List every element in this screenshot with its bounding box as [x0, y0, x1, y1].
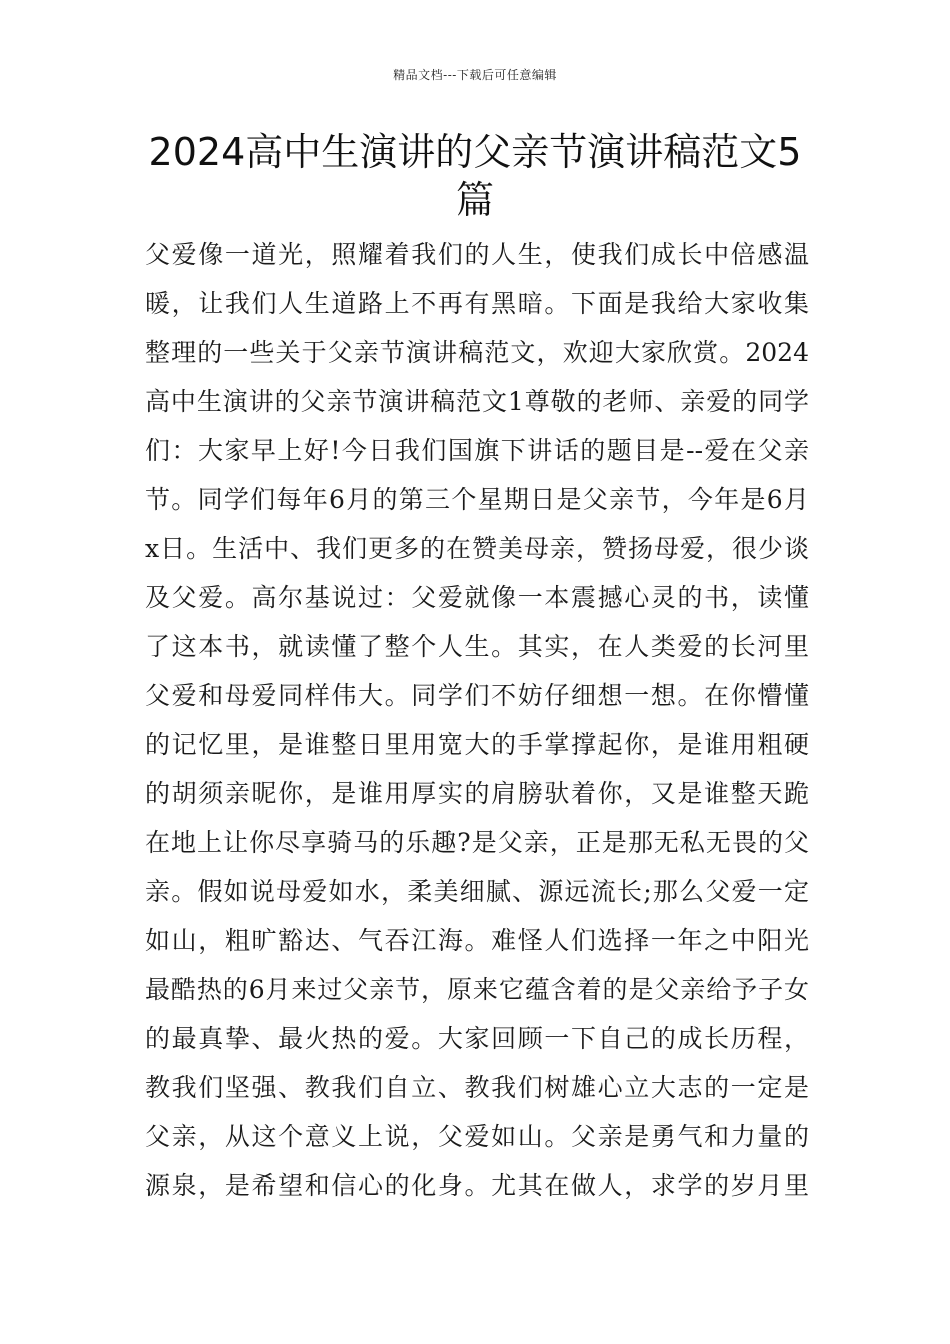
text-line: 最酷热的6月来过父亲节，原来它蕴含着的是父亲给予子女	[145, 975, 809, 1004]
text-line: 如山，粗旷豁达、气吞江海。难怪人们选择一年之中阳光	[145, 926, 809, 955]
text-line: 整理的一些关于父亲节演讲稿范文，欢迎大家欣赏。2024	[145, 338, 809, 367]
text-line: 在地上让你尽享骑马的乐趣?是父亲，正是那无私无畏的父	[145, 828, 809, 857]
text-line: 的胡须亲昵你，是谁用厚实的肩膀驮着你，又是谁整天跪	[145, 779, 809, 808]
page-title	[140, 128, 810, 224]
header-note: 精品文档---下载后可任意编辑	[393, 68, 557, 82]
text-line: 暖，让我们人生道路上不再有黑暗。下面是我给大家收集	[145, 289, 809, 318]
body-paragraph	[145, 230, 809, 1210]
text-line: 教我们坚强、教我们自立、教我们树雄心立大志的一定是	[145, 1073, 809, 1102]
text-line: 了这本书，就读懂了整个人生。其实，在人类爱的长河里	[145, 632, 809, 661]
text-line: x日。生活中、我们更多的在赞美母亲，赞扬母爱，很少谈	[145, 534, 809, 563]
title-line-2: 篇	[455, 178, 494, 222]
text-line: 的记忆里，是谁整日里用宽大的手掌撑起你，是谁用粗硬	[145, 730, 809, 759]
text-line: 源泉，是希望和信心的化身。尤其在做人，求学的岁月里	[145, 1171, 809, 1200]
text-line: 高中生演讲的父亲节演讲稿范文1尊敬的老师、亲爱的同学	[145, 387, 809, 416]
text-line: 父爱和母爱同样伟大。同学们不妨仔细想一想。在你懵懂	[145, 681, 809, 710]
text-line: 父爱像一道光，照耀着我们的人生，使我们成长中倍感温	[145, 240, 809, 269]
text-line: 节。同学们每年6月的第三个星期日是父亲节，今年是6月	[145, 485, 809, 514]
text-line: 的最真挚、最火热的爱。大家回顾一下自己的成长历程，	[145, 1024, 809, 1053]
text-line: 亲。假如说母爱如水，柔美细腻、源远流长;那么父爱一定	[145, 877, 809, 906]
text-line: 父亲，从这个意义上说，父爱如山。父亲是勇气和力量的	[145, 1122, 809, 1151]
title-line-1: 2024高中生演讲的父亲节演讲稿范文5	[148, 130, 802, 174]
text-line: 们：大家早上好!今日我们国旗下讲话的题目是--爱在父亲	[145, 436, 809, 465]
text-line: 及父爱。高尔基说过：父爱就像一本震撼心灵的书，读懂	[145, 583, 809, 612]
